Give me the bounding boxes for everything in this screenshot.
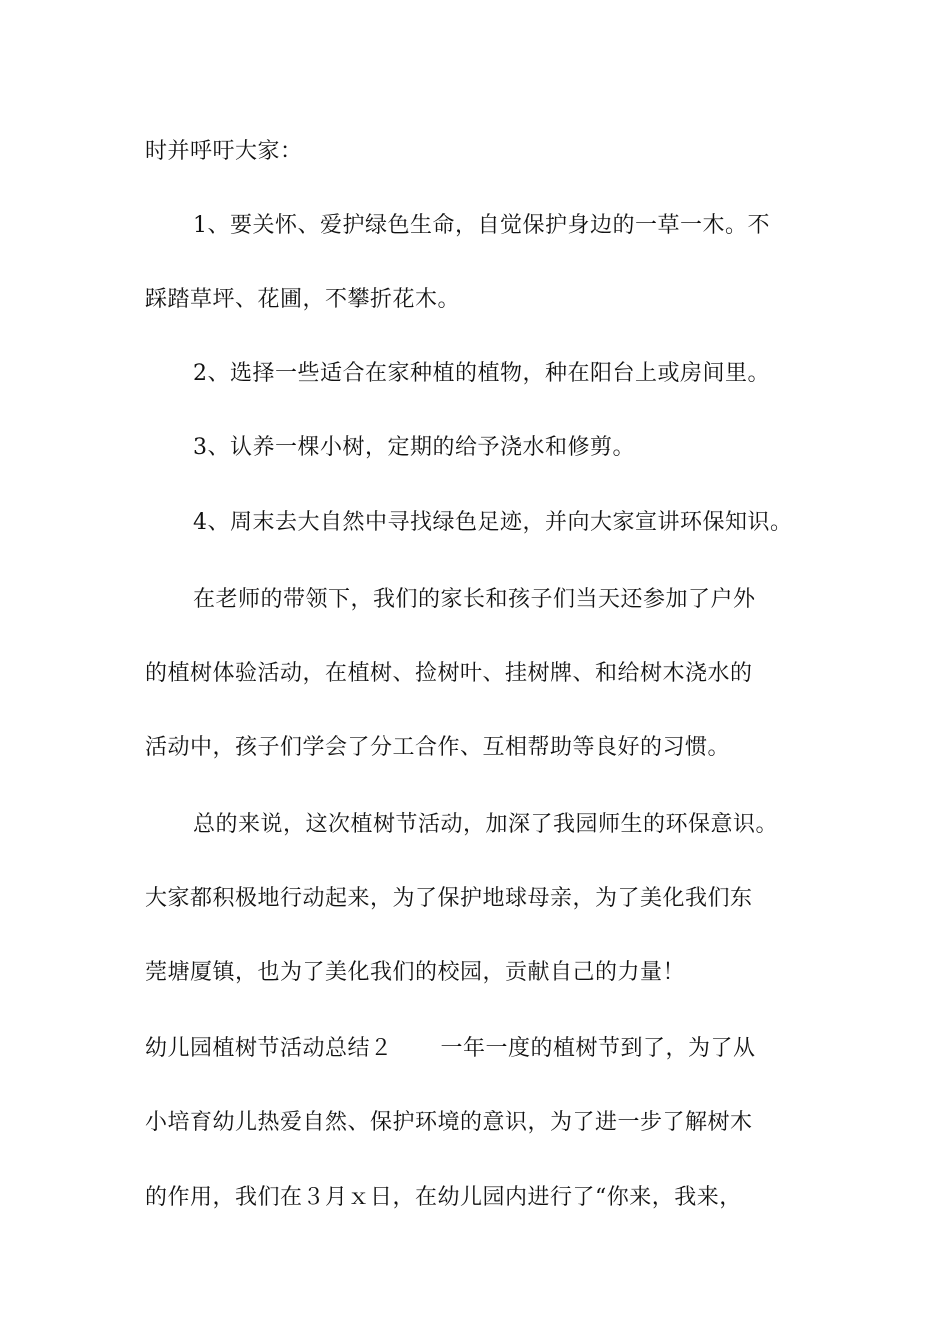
text-line: 4、周末去大自然中寻找绿色足迹，并向大家宣讲环保知识。 bbox=[193, 510, 793, 535]
text-line: 总的来说，这次植树节活动，加深了我园师生的环保意识。 bbox=[193, 812, 779, 837]
text-line: 2、选择一些适合在家种植的植物，种在阳台上或房间里。 bbox=[193, 361, 770, 386]
text-line: 踩踏草坪、花圃，不攀折花木。 bbox=[145, 287, 461, 312]
text-line: 的作用，我们在３月ｘ日，在幼儿园内进行了“你来，我来， bbox=[145, 1185, 742, 1210]
section-title: 幼儿园植树节活动总结２ bbox=[145, 1036, 393, 1061]
section-heading-line bbox=[145, 1034, 756, 1064]
text-line: 活动中，孩子们学会了分工合作、互相帮助等良好的习惯。 bbox=[145, 735, 731, 760]
text-line: 在老师的带领下，我们的家长和孩子们当天还参加了户外 bbox=[193, 587, 756, 612]
text-line: 小培育幼儿热爱自然、保护环境的意识，为了进一步了解树木 bbox=[145, 1110, 753, 1135]
text-line: 3、认养一棵小树，定期的给予浇水和修剪。 bbox=[193, 435, 635, 460]
text-line: 一年一度的植树节到了，为了从 bbox=[440, 1036, 756, 1061]
text-line: 时并呼吁大家： bbox=[145, 139, 303, 164]
text-line: 1、要关怀、爱护绿色生命，自觉保护身边的一草一木。不 bbox=[193, 213, 770, 238]
text-line: 莞塘厦镇，也为了美化我们的校园，贡献自己的力量！ bbox=[145, 960, 686, 985]
text-line: 大家都积极地行动起来，为了保护地球母亲，为了美化我们东 bbox=[145, 886, 753, 911]
text-line: 的植树体验活动，在植树、捡树叶、挂树牌、和给树木浇水的 bbox=[145, 661, 753, 686]
